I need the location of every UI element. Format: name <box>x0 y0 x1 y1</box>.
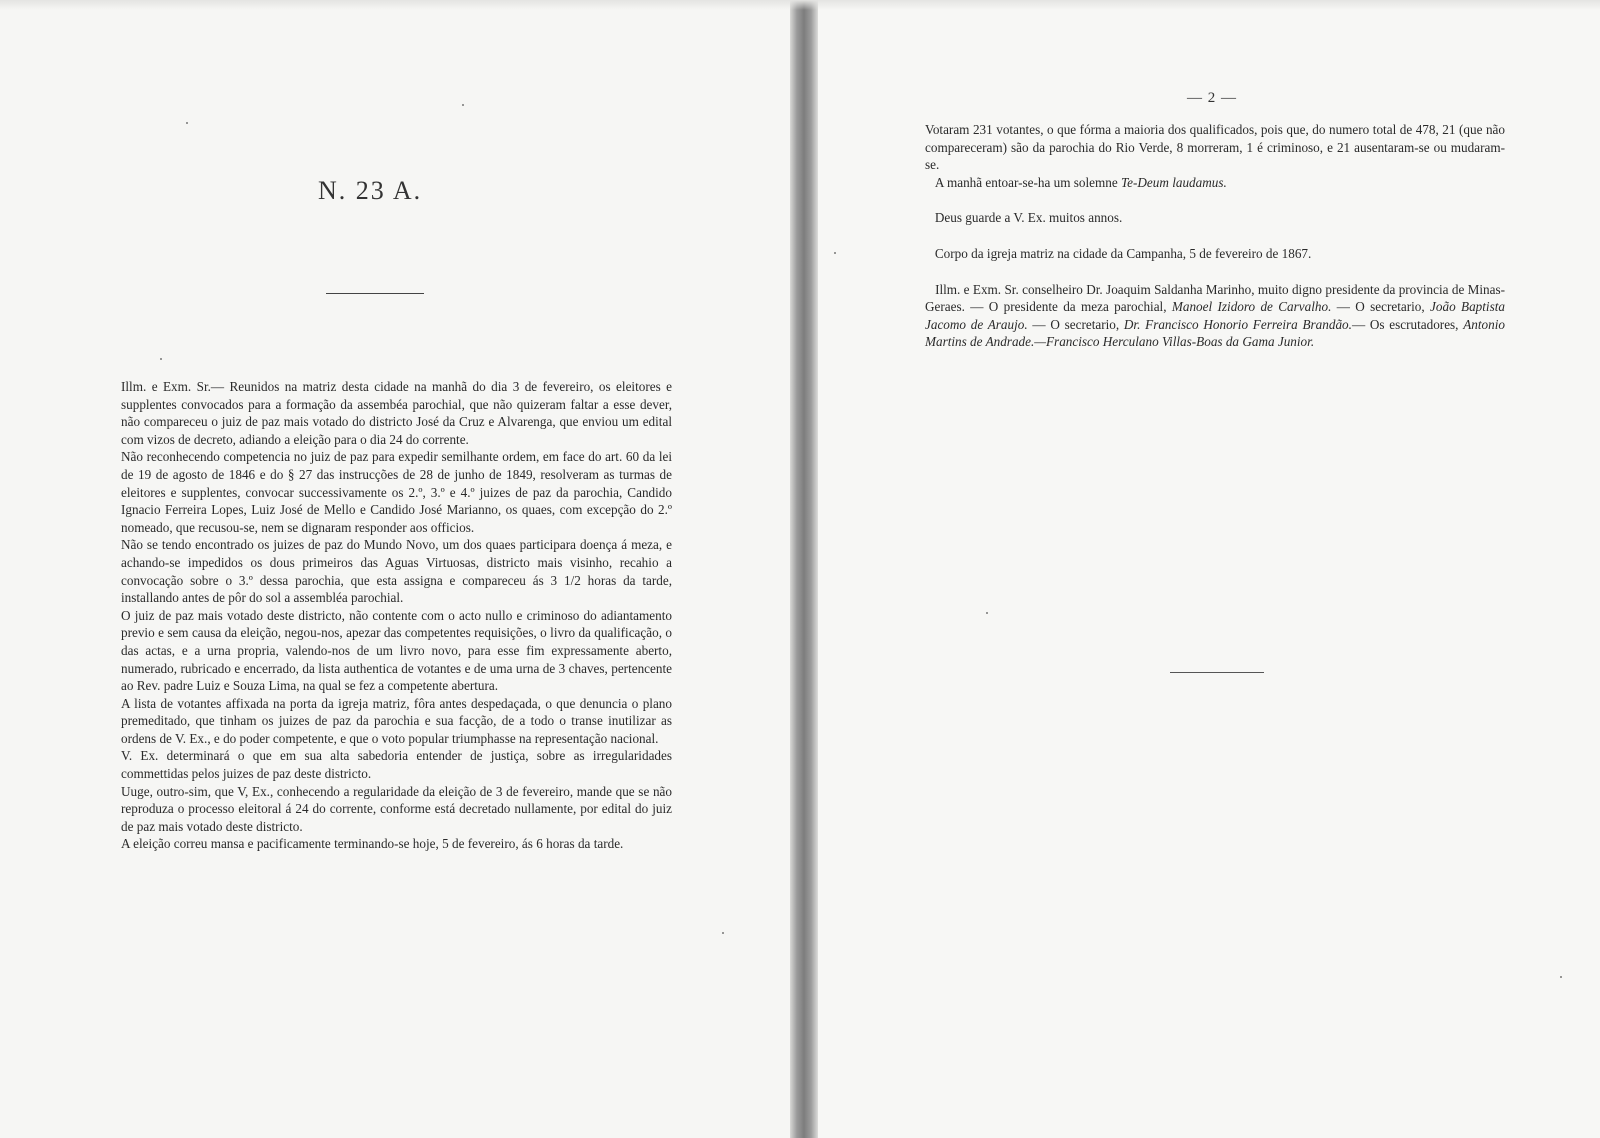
paragraph-2: Não reconhecendo competencia no juiz de paz para expedir semilhante ordem, em face do art. 60 da lei de 19 de agosto de 1846 e do § 27 das instrucções de 28 de junho de 1849, resolveram as turmas de eleitores e supplentes, convocar successivamente os 2.º, 3.º e 4.º juizes de paz da parochia, Candido Ignacio Ferreira Lopes, Luiz José de Mello e Candido José Marianno, os quaes, com excepção do 2.º nomeado, que recusou-se, nem se dignaram responder aos officios. <box>121 449 672 535</box>
paragraph-votes: Votaram 231 votantes, o que fórma a maioria dos qualificados, pois que, do numero total de 478, 21 (que não compareceram) são da parochia do Rio Verde, 8 morreram, 1 é criminoso, e 21 ausentaram-se ou mudaram-se. <box>925 122 1505 173</box>
paragraph-te-deum <box>925 174 1505 192</box>
te-deum-italic: Te-Deum laudamus. <box>1121 174 1227 190</box>
scan-top-edge <box>0 0 1600 10</box>
signature-separator: — O secretario, <box>1331 299 1431 315</box>
paper-speck <box>834 252 836 254</box>
address-text: Illm. e Exm. Sr. conselheiro Dr. Joaquim Saldanha Marinho, muito digno presidente da provincia de Minas-Geraes. — O presidente da meza parochial, <box>925 281 1506 315</box>
right-page-body <box>925 121 1505 351</box>
paragraph-6: V. Ex. determinará o que em sua alta sabedoria entender de justiça, sobre as irregularidades commettidas pelos juizes de paz deste districto. <box>121 748 672 782</box>
paragraph-7: Uuge, outro-sim, que V, Ex., conhecendo a regularidade da eleição de 3 de fevereiro, mande que se não reproduza o processo eleitoral á 24 do corrente, conforme está decretado nullamente, por edital do juiz de paz mais votado deste districto. <box>121 783 672 834</box>
book-gutter <box>790 0 818 1138</box>
place-date-text: Corpo da igreja matriz na cidade da Campanha, 5 de fevereiro de 1867. <box>934 245 1312 261</box>
paper-speck <box>160 358 162 360</box>
paragraph-3: Não se tendo encontrado os juizes de paz do Mundo Novo, um dos quaes participara doença á meza, e achando-se impedidos os dous primeiros das Aguas Virtuosas, districto mais visinho, recahio a convocação sobre o 3.º dessa parochia, que esta assigna e compareceu ás 3 1/2 horas da tarde, installando antes de pôr do sol a assembléa parochial. <box>121 537 672 606</box>
paragraph-4: O juiz de paz mais votado deste districto, não contente com o acto nullo e criminoso do adiantamento previo e sem causa da eleição, negou-nos, apezar das competentes requisições, o livro da qualificação, o das actas, e a urna propria, valendo-nos de um livro novo, para esse fim expressamente aberto, numerado, rubricado e encerrado, da lista authentica de votantes e de uma urna de 3 chaves, pertencente ao Rev. padre Luiz e Souza Lima, na qual se fez a competente abertura. <box>121 607 672 694</box>
document-title: N. 23 A. <box>318 176 423 205</box>
place-date-line <box>925 245 1505 263</box>
left-page-body <box>121 378 672 853</box>
signature-separator: — Os escrutadores, <box>1351 316 1464 332</box>
signature-president: Manoel Izidoro de Carvalho. <box>1171 299 1332 315</box>
signature-secretary-1: João Baptista Jacomo de Araujo. <box>925 299 1505 332</box>
left-page <box>0 0 790 1138</box>
paper-speck <box>1560 976 1562 978</box>
signature-separator: — O secretario, <box>1027 316 1124 332</box>
paragraph-8: A eleição correu mansa e pacificamente terminando-se hoje, 5 de fevereiro, ás 6 horas da tarde. <box>121 836 624 852</box>
closing-text: Deus guarde a V. Ex. muitos annos. <box>934 210 1123 226</box>
signature-scrutineers: Antonio Martins de Andrade.—Francisco Herculano Villas-Boas da Gama Junior. <box>925 316 1505 350</box>
paper-speck <box>186 122 188 124</box>
right-page <box>818 0 1600 1138</box>
paper-speck <box>986 612 988 614</box>
title-rule <box>326 293 424 294</box>
closing-line <box>925 209 1505 227</box>
paragraph-1: Illm. e Exm. Sr.— Reunidos na matriz desta cidade na manhã do dia 3 de fevereiro, os eleitores e supplentes convocados para a formação da assembéa parochial, que não quizeram faltar a esse dever, não compareceu o juiz de paz mais votado do districto José da Cruz e Alvarenga, que enviou um edital com vizos de decreto, adiando a eleição para o dia 24 do corrente. <box>121 379 672 447</box>
paper-speck <box>722 932 724 934</box>
signature-secretary-2: Dr. Francisco Honorio Ferreira Brandão. <box>1123 316 1352 332</box>
page-number: — 2 — <box>1187 90 1237 106</box>
te-deum-text: A manhã entoar-se-ha um solemne <box>934 174 1122 190</box>
paper-speck <box>462 104 464 106</box>
address-and-signatures <box>925 281 1505 351</box>
end-rule <box>1170 672 1264 673</box>
paragraph-5: A lista de votantes affixada na porta da igreja matriz, fôra antes despedaçada, o que denuncia o plano premeditado, que tinham os juizes de paz da parochia e sua facção, de a todo o transe inutilizar as ordens de V. Ex., e do poder competente, e que o voto popular triumphasse na representação nacional. <box>121 695 672 746</box>
